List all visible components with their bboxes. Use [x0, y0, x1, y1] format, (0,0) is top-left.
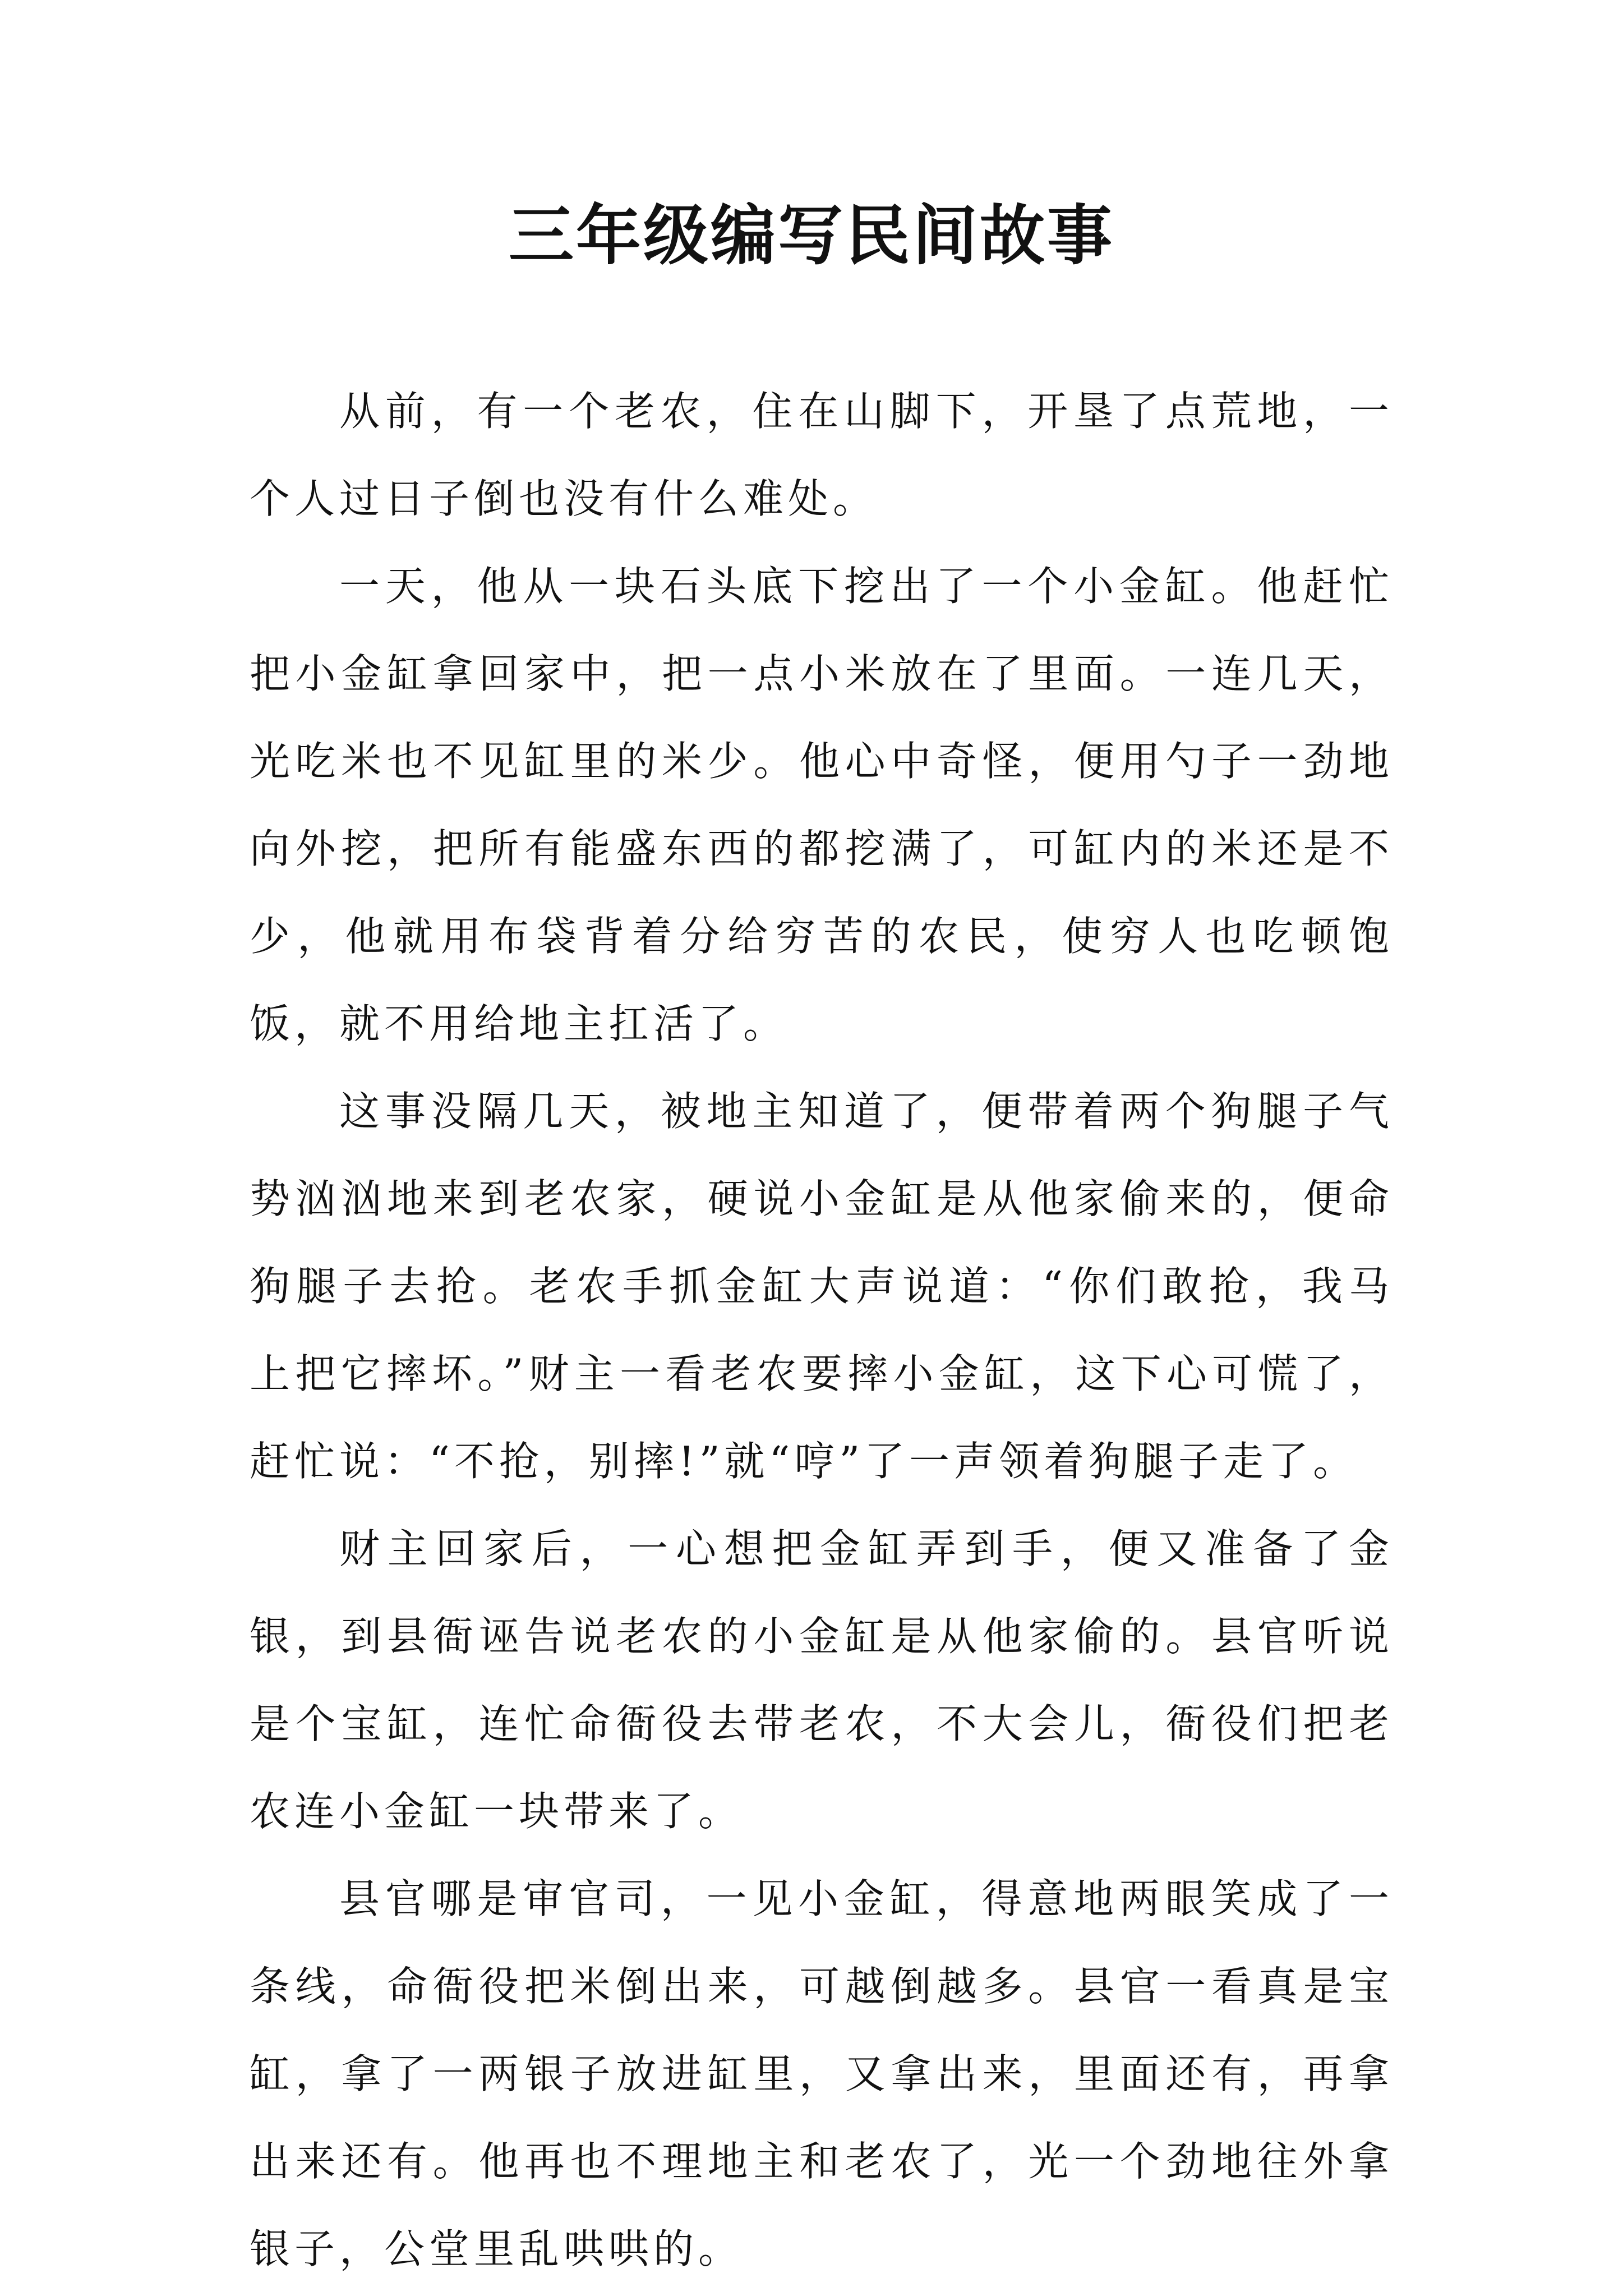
paragraph: 县官哪是审官司，一见小金缸，得意地两眼笑成了一条线，命衙役把米倒出来，可越倒越多。县官一看真是宝缸，拿了一两银子放进缸里，又拿出来，里面还有，再拿出来还有。他再也不理地主和老农了，光一个劲地往外拿银子，公堂里乱哄哄的。 [250, 1875, 1394, 2272]
document-title: 三年级编写民间故事 [509, 197, 1114, 274]
paragraph: 这事没隔几天，被地主知道了，便带着两个狗腿子气势汹汹地来到老农家，硬说小金缸是从他家偷来的，便命狗腿子去抢。老农手抓金缸大声说道：“你们敢抢，我马上把它摔坏。”财主一看老农要摔小金缸，这下心可慌了，赶忙说：“不抢，别摔!”就“哼”了一声领着狗腿子走了。 [250, 1088, 1394, 1485]
paragraph: 一天，他从一块石头底下挖出了一个小金缸。他赶忙把小金缸拿回家中，把一点小米放在了里面。一连几天，光吃米也不见缸里的米少。他心中奇怪，便用勺子一劲地向外挖，把所有能盛东西的都挖满了，可缸内的米还是不少，他就用布袋背着分给穷苦的农民，使穷人也吃顿饱饭，就不用给地主扛活了。 [250, 563, 1394, 1047]
paragraph: 从前，有一个老农，住在山脚下，开垦了点荒地，一个人过日子倒也没有什么难处。 [250, 388, 1394, 522]
paragraph: 财主回家后，一心想把金缸弄到手，便又准备了金银，到县衙诬告说老农的小金缸是从他家偷的。县官听说是个宝缸，连忙命衙役去带老农，不大会儿，衙役们把老农连小金缸一块带来了。 [250, 1525, 1394, 1835]
document-body [250, 367, 1394, 2293]
